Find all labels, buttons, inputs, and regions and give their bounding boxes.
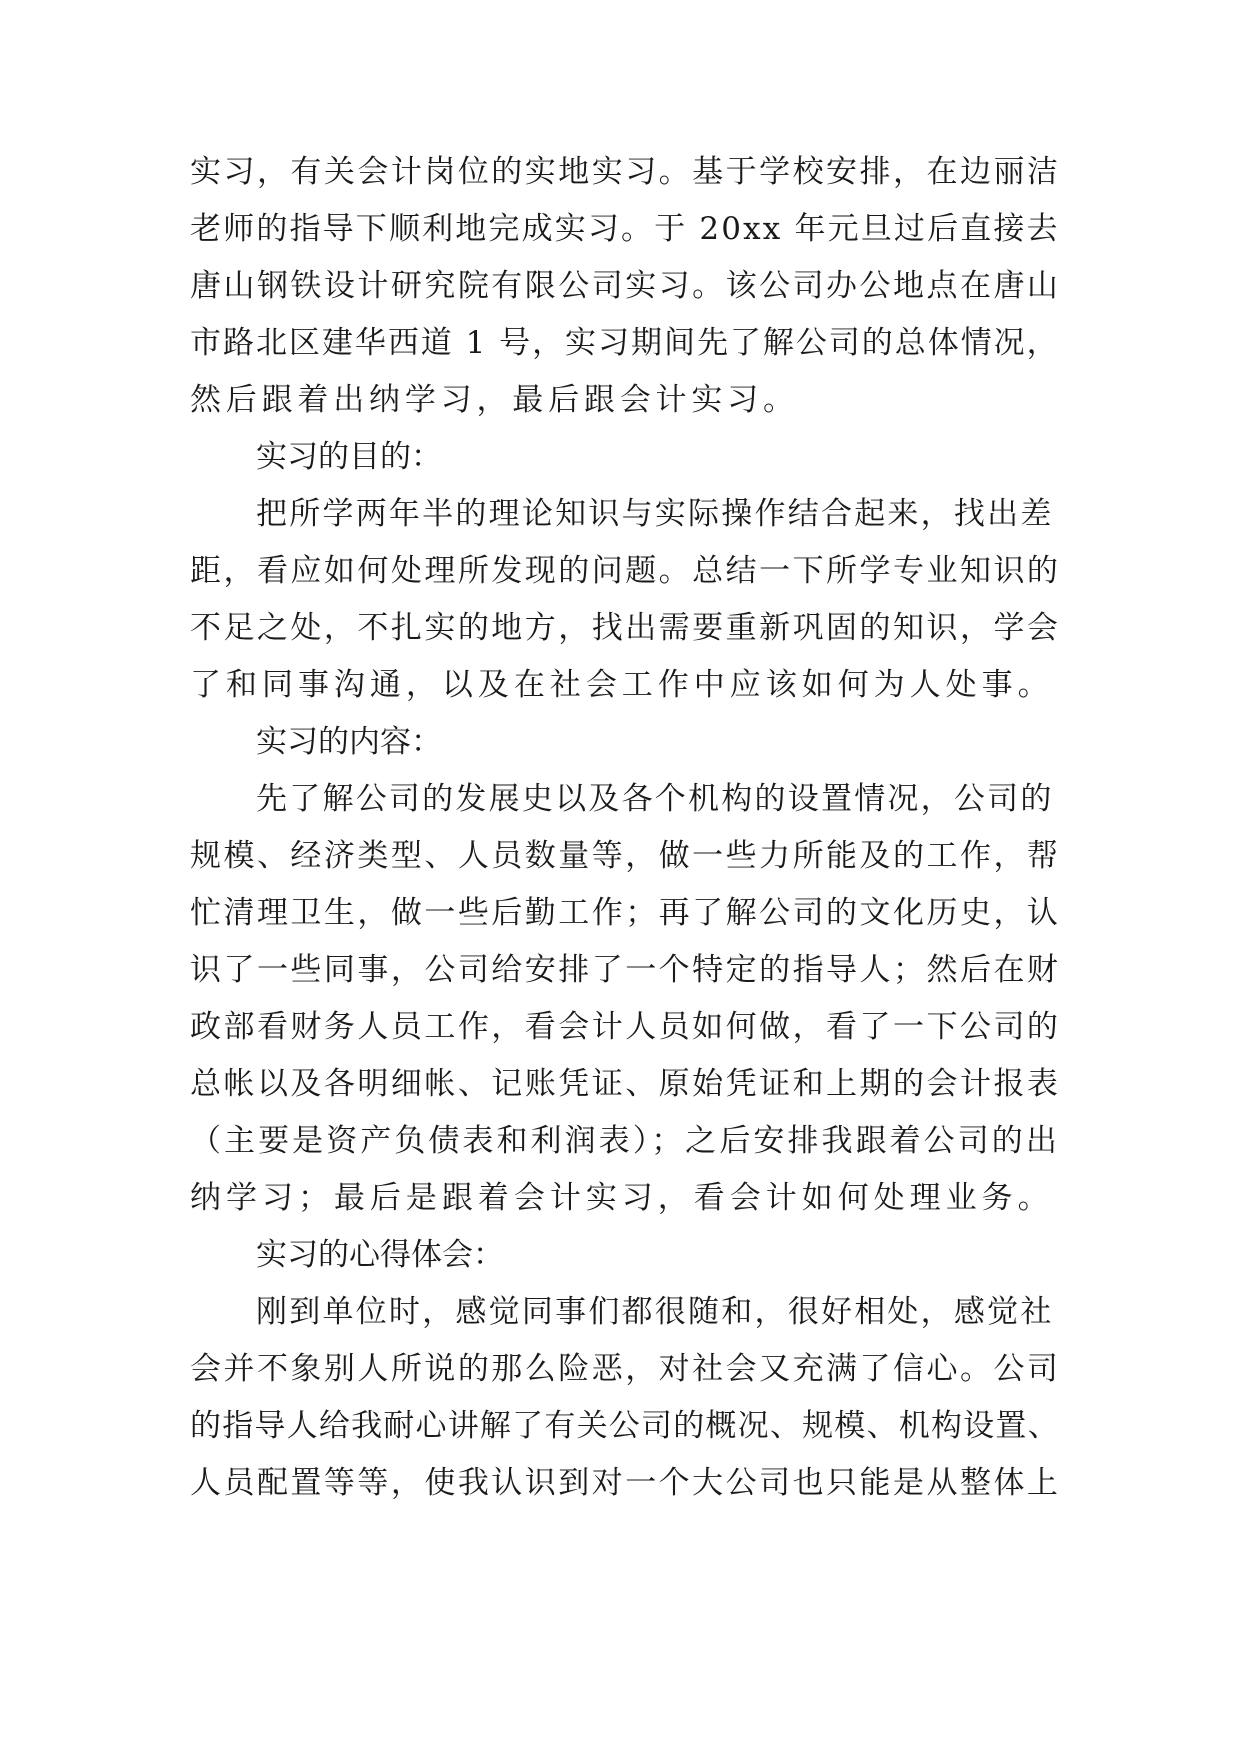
- paragraph-line: 政部看财务人员工作，看会计人员如何做，看了一下公司的: [190, 1009, 1061, 1045]
- paragraph-line: （主要是资产负债表和利润表）；之后安排我跟着公司的出: [190, 1123, 1060, 1159]
- paragraph-line: 老师的指导下顺利地完成实习。于 20xx 年元旦过后直接去: [190, 211, 1060, 247]
- paragraph-line: 距，看应如何处理所发现的问题。总结一下所学专业知识的: [190, 553, 1061, 589]
- paragraph-line: 把所学两年半的理论知识与实际操作结合起来，找出差: [256, 496, 1054, 532]
- section-heading: 实习的内容：: [256, 724, 442, 760]
- paragraph-line: 纳学习；最后是跟着会计实习，看会计如何处理业务。: [190, 1180, 1054, 1216]
- paragraph-line: 人员配置等等，使我认识到对一个大公司也只能是从整体上: [190, 1465, 1061, 1501]
- paragraph-line: 刚到单位时，感觉同事们都很随和，很好相处，感觉社: [256, 1294, 1054, 1330]
- paragraph-line: 忙清理卫生，做一些后勤工作；再了解公司的文化历史，认: [190, 895, 1061, 931]
- paragraph-line: 识了一些同事，公司给安排了一个特定的指导人；然后在财: [190, 952, 1061, 988]
- paragraph-line: 规模、经济类型、人员数量等，做一些力所能及的工作，帮: [190, 838, 1061, 874]
- paragraph-line: 实习，有关会计岗位的实地实习。基于学校安排，在边丽洁: [190, 154, 1061, 190]
- paragraph-line: 市路北区建华西道 1 号，实习期间先了解公司的总体情况，: [190, 325, 1060, 361]
- paragraph-line: 的指导人给我耐心讲解了有关公司的概况、规模、机构设置、: [190, 1408, 1060, 1444]
- paragraph-line: 然后跟着出纳学习，最后跟会计实习。: [190, 382, 799, 418]
- paragraph-line: 先了解公司的发展史以及各个机构的设置情况，公司的: [256, 781, 1054, 817]
- paragraph-line: 了和同事沟通，以及在社会工作中应该如何为人处事。: [190, 667, 1054, 703]
- section-heading: 实习的目的：: [256, 439, 442, 475]
- paragraph-line: 会并不象别人所说的那么险恶，对社会又充满了信心。公司: [190, 1351, 1061, 1387]
- paragraph-line: 不足之处，不扎实的地方，找出需要重新巩固的知识，学会: [190, 610, 1061, 646]
- paragraph-line: 唐山钢铁设计研究院有限公司实习。该公司办公地点在唐山: [190, 268, 1061, 304]
- paragraph-line: 总帐以及各明细帐、记账凭证、原始凭证和上期的会计报表: [190, 1066, 1061, 1102]
- section-heading: 实习的心得体会：: [256, 1237, 504, 1273]
